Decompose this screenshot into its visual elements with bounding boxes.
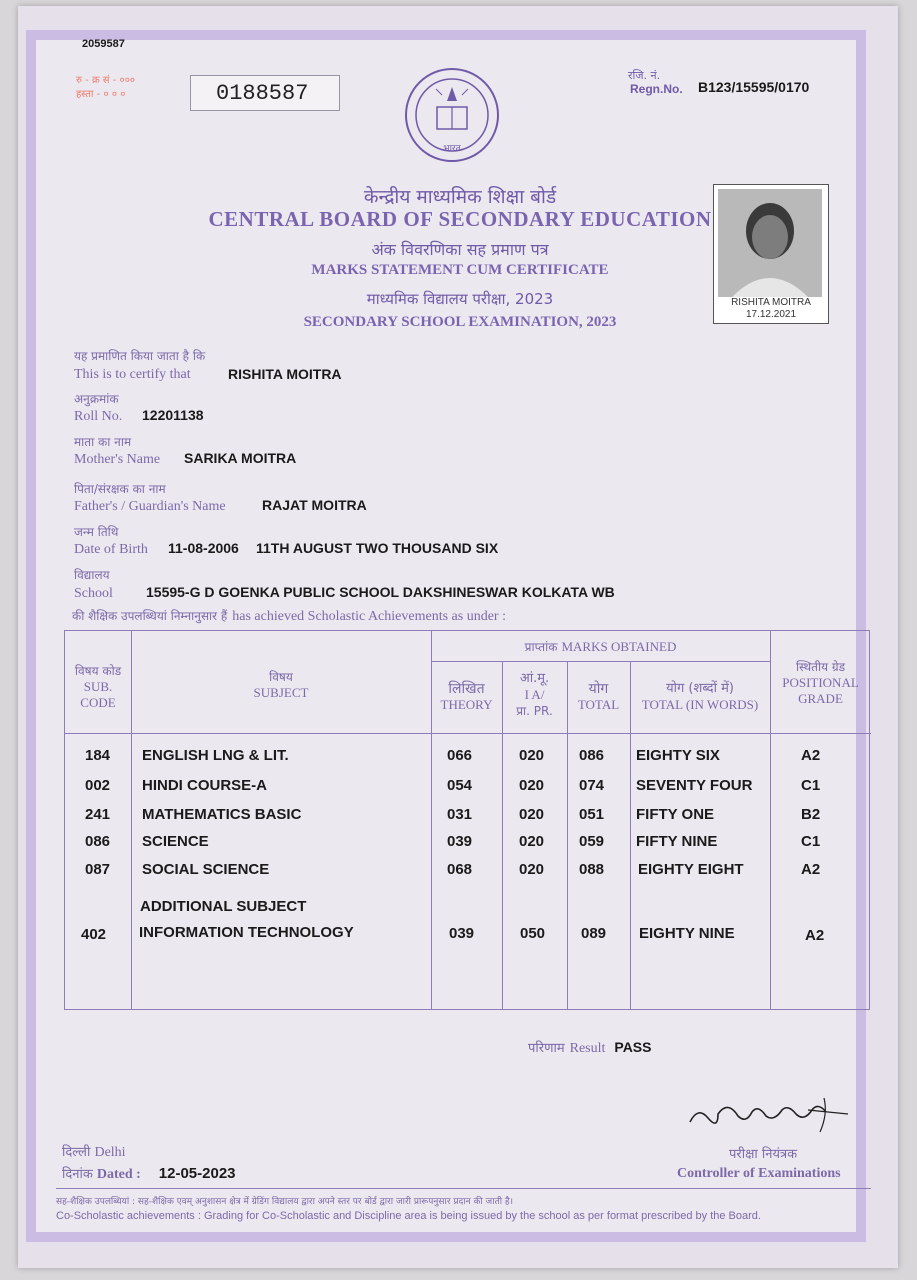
dob-label-hindi: जन्म तिथि (74, 525, 119, 539)
person-photo-icon (718, 189, 822, 297)
controller-hindi: परीक्षा नियंत्रक (729, 1147, 798, 1162)
roll-label: Roll No. (74, 409, 123, 424)
result-label-hindi: परिणाम (528, 1041, 565, 1056)
school-label-hindi: विद्यालय (74, 568, 110, 582)
issue-date: 12-05-2023 (158, 1165, 236, 1182)
controller-title: Controller of Examinations (677, 1166, 841, 1181)
result-line (528, 1038, 651, 1057)
certify-label-hindi: यह प्रमाणित किया जाता है कि (74, 349, 206, 363)
result-value: PASS (614, 1039, 652, 1055)
dated-line: दिनांक Dated : 12-05-2023 (62, 1165, 236, 1182)
achievement-line (72, 607, 506, 625)
photo-image (718, 189, 822, 297)
statement-title: MARKS STATEMENT CUM CERTIFICATE (311, 262, 609, 278)
controller-signature (688, 1092, 858, 1142)
regn-label-hi: रजि. नं. (628, 69, 661, 82)
photo-caption-name: RISHITA MOITRA (731, 297, 811, 308)
school-label: School (74, 586, 113, 601)
col-header-code: विषय कोड SUB. CODE (74, 664, 122, 710)
col-header-marks: प्राप्तांक MARKS OBTAINED (524, 639, 677, 654)
red-stamp (76, 74, 188, 106)
student-photo (713, 184, 829, 324)
dob-words: 11TH AUGUST TWO THOUSAND SIX (256, 540, 499, 556)
roll-label-hindi: अनुक्रमांक (74, 392, 119, 406)
father-label-hindi: पिता/संरक्षक का नाम (74, 482, 166, 496)
regn-label-en: Regn.No. (630, 82, 683, 96)
board-name-hindi: केन्द्रीय माध्यमिक शिक्षा बोर्ड (363, 186, 557, 208)
col-header-subject: विषय SUBJECT (253, 670, 309, 700)
col-header-ia: आं.मू. I A/ प्रा. PR. (516, 671, 553, 718)
co-scholastic-note-hindi: सह-शैक्षिक उपलब्धियां : सह-शैक्षिक एवम् अनुशासन क्षेत्र में ग्रेडिंग विद्यालय द्वारा अपने स्तर पर बोर्ड द्वारा जारी प्रारूपनुसार प्रदान की जाती है। (56, 1197, 514, 1207)
mother-label-hindi: माता का नाम (74, 435, 132, 449)
board-name: CENTRAL BOARD OF SECONDARY EDUCATION (208, 207, 712, 231)
exam-title-hindi: माध्यमिक विद्यालय परीक्षा, 2023 (366, 290, 554, 308)
father-label: Father's / Guardian's Name (74, 499, 226, 514)
father-name: RAJAT MOITRA (262, 497, 367, 513)
cbse-logo (402, 65, 502, 170)
col-header-grade: स्थितीय ग्रेड POSITIONAL GRADE (782, 660, 859, 706)
place-line: दिल्ली Delhi (62, 1145, 126, 1160)
statement-title-hindi: अंक विवरणिका सह प्रमाण पत्र (371, 240, 549, 259)
result-label: Result (569, 1041, 606, 1056)
achievement-label: has achieved Scholastic Achievements as under : (232, 609, 506, 624)
stamp-line-2: हस्ता - ० ० ० (76, 89, 126, 100)
stamp-line-1: रु - क्र सं - ००० (76, 75, 136, 86)
serial-number-box: 0188587 (190, 75, 340, 111)
dob-label: Date of Birth (74, 542, 148, 557)
photo-caption-date: 17.12.2021 (745, 309, 797, 320)
dob-value: 11-08-2006 (168, 540, 239, 556)
marks-table: विषय कोड SUB. CODE विषय SUBJECT प्राप्तांक MARKS OBTAINED लिखित THEORY आं.मू. I A/ प्रा. PR. योग TOTAL योग (शब्दों में) TOTAL (IN WORDS) स्थितीय ग्रेड POSITIONAL GRADE 184 ENGLISH LNG & LIT. 066 020 086 EIGHTY SIX A2 002 HINDI COURSE-A 054 020 074 SEVENTY FOUR C1 241 MATHEMATICS BASIC 031 020 051 FIFTY ONE B2 086 SCIENCE 039 020 059 FIFTY NINE C1 087 SOCIAL SCIENCE 068 020 088 EIGHTY EIGHT A2 ADDITIONAL SUBJECT 402 INFORMATION TECHNOLOGY 039 050 089 EIGHTY NINE A2 (64, 630, 870, 1010)
exam-title: SECONDARY SCHOOL EXAMINATION, 2023 (303, 314, 617, 330)
regn-number: B123/15595/0170 (698, 79, 810, 95)
col-header-total: योग TOTAL (577, 681, 620, 712)
mother-name: SARIKA MOITRA (184, 450, 297, 466)
logo-text: भारत (443, 144, 461, 154)
cbse-emblem-icon (402, 65, 502, 170)
roll-number: 12201138 (142, 407, 204, 423)
col-header-theory: लिखित THEORY (440, 681, 493, 712)
achievement-label-hindi: की शैक्षिक उपलब्धियां निम्नानुसार हैं (72, 609, 228, 623)
co-scholastic-note: Co-Scholastic achievements : Grading for Co-Scholastic and Discipline area is being issued by the school as per format prescribed by the Board. (56, 1210, 761, 1222)
mother-label: Mother's Name (74, 452, 161, 467)
additional-subject-label: ADDITIONAL SUBJECT (140, 898, 307, 915)
student-name: RISHITA MOITRA (228, 366, 342, 382)
certify-label: This is to certify that (74, 367, 191, 382)
col-header-total-words: योग (शब्दों में) TOTAL (IN WORDS) (641, 681, 759, 712)
signature-icon (688, 1092, 858, 1142)
school-name: 15595-G D GOENKA PUBLIC SCHOOL DAKSHINESWAR KOLKATA WB (146, 584, 615, 600)
top-number: 2059587 (82, 38, 125, 50)
